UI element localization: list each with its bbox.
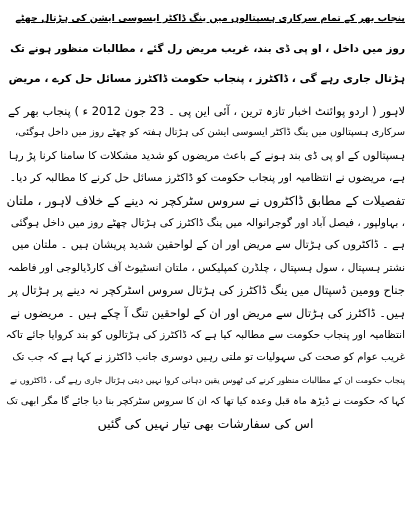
headline bbox=[6, 4, 405, 94]
headline-line-1 bbox=[6, 4, 405, 34]
article-line: غریب عوام کو صحت کی سہولیات تو ملتی رہیں دوسری جانب ڈاکٹرز نے کہا ہے کہ جب تک bbox=[12, 351, 405, 364]
article-line: پنجاب حکومت ان کے مطالبات منظور کرنے کی ٹھوس یقین دہانی کروا نہیں دیتی ہڑتال جاری رہے گی ، ڈاکٹروں نے bbox=[9, 374, 405, 385]
headline-line-1-text: پنجاب بھر کے تمام سرکاری ہسپتالوں میں ینگ ڈاکٹر ایسوسی ایشن کی ہڑتال چھٹے bbox=[15, 13, 405, 24]
article-line: ہیں۔ ڈاکٹرز کی ہڑتال سے مریض اور ان کے لواحقین تنگ آ چکے ہیں ۔ مریضوں نے bbox=[10, 305, 405, 320]
article-line: ہے ۔ ڈاکٹروں کی ہڑتال سے مریض اور ان کے لواحقین شدید پریشان ہیں ۔ ملتان میں bbox=[11, 238, 405, 252]
article-line: نشتر ہسپتال ، سول ہسپتال ، چلڈرن کمپلیکس ، ملتان انسٹیوٹ آف کارڈیالوجی اور فاطمہ bbox=[7, 261, 405, 274]
article-body bbox=[6, 100, 405, 436]
article-line: لاہور ( اردو پوائنٹ اخبار تازہ ترین ، آئی این پی ۔ 23 جون 2012 ء ) پنجاب بھر کے bbox=[8, 104, 405, 118]
article-line: ہے، مریضوں نے انتظامیہ اور پنجاب حکومت کو ڈاکٹرز مسائل حل کرنے کا مطالبہ کر دیا۔ bbox=[9, 171, 405, 185]
article-line: کہا کہ حکومت نے ڈیڑھ ماہ قبل وعدہ کیا تھا کہ ان کا سروس سٹرکچر بنا دیا جائے گا مگر ابھی تک bbox=[6, 396, 405, 408]
article-line: جناح وومین ڈسپتال میں ینگ ڈاکٹرز کی ہڑتال سروس اسٹرکچر نہ دینے پر ہڑتال پر bbox=[8, 283, 405, 298]
headline-line-3: ہڑتال جاری رہے گی ، ڈاکٹرز ، پنجاب حکومت ڈاکٹرز مسائل حل کرے ، مریض bbox=[8, 72, 405, 85]
article-line: تفصیلات کے مطابق ڈاکٹروں نے سروس سٹرکچر نہ دینے کے خلاف لاہور ، ملتان bbox=[6, 193, 405, 208]
headline-line-2: روز میں داخل ، او پی ڈی بند، غریب مریض رل گئے ، مطالبات منظور ہونے تک bbox=[10, 43, 405, 55]
article-line: انتظامیہ اور پنجاب حکومت سے مطالبہ کیا ہے کہ ڈاکٹرز کی ہڑتالوں کو بند کروایا جائے تاکہ bbox=[6, 328, 405, 341]
article-line: اس کی سفارشات بھی تیار نہیں کی گئیں bbox=[97, 416, 314, 432]
article-line: ، بہاولپور ، فیصل آباد اور گوجرانوالہ میں ینگ ڈاکٹرز کی ہڑتال چھٹے روز میں داخل ہوگئی bbox=[10, 216, 405, 229]
article-line: ہسپتالوں کے او پی ڈی بند ہونے کے باعث مریضوں کو شدید مشکلات کا سامنا کرنا پڑ رہا bbox=[8, 148, 405, 162]
article-line: سرکاری ہسپتالوں میں ینگ ڈاکٹر ایسوسی ایشن کی ہڑتال ہفتہ کو چھٹے روز میں داخل ہوگئی، bbox=[15, 127, 405, 139]
